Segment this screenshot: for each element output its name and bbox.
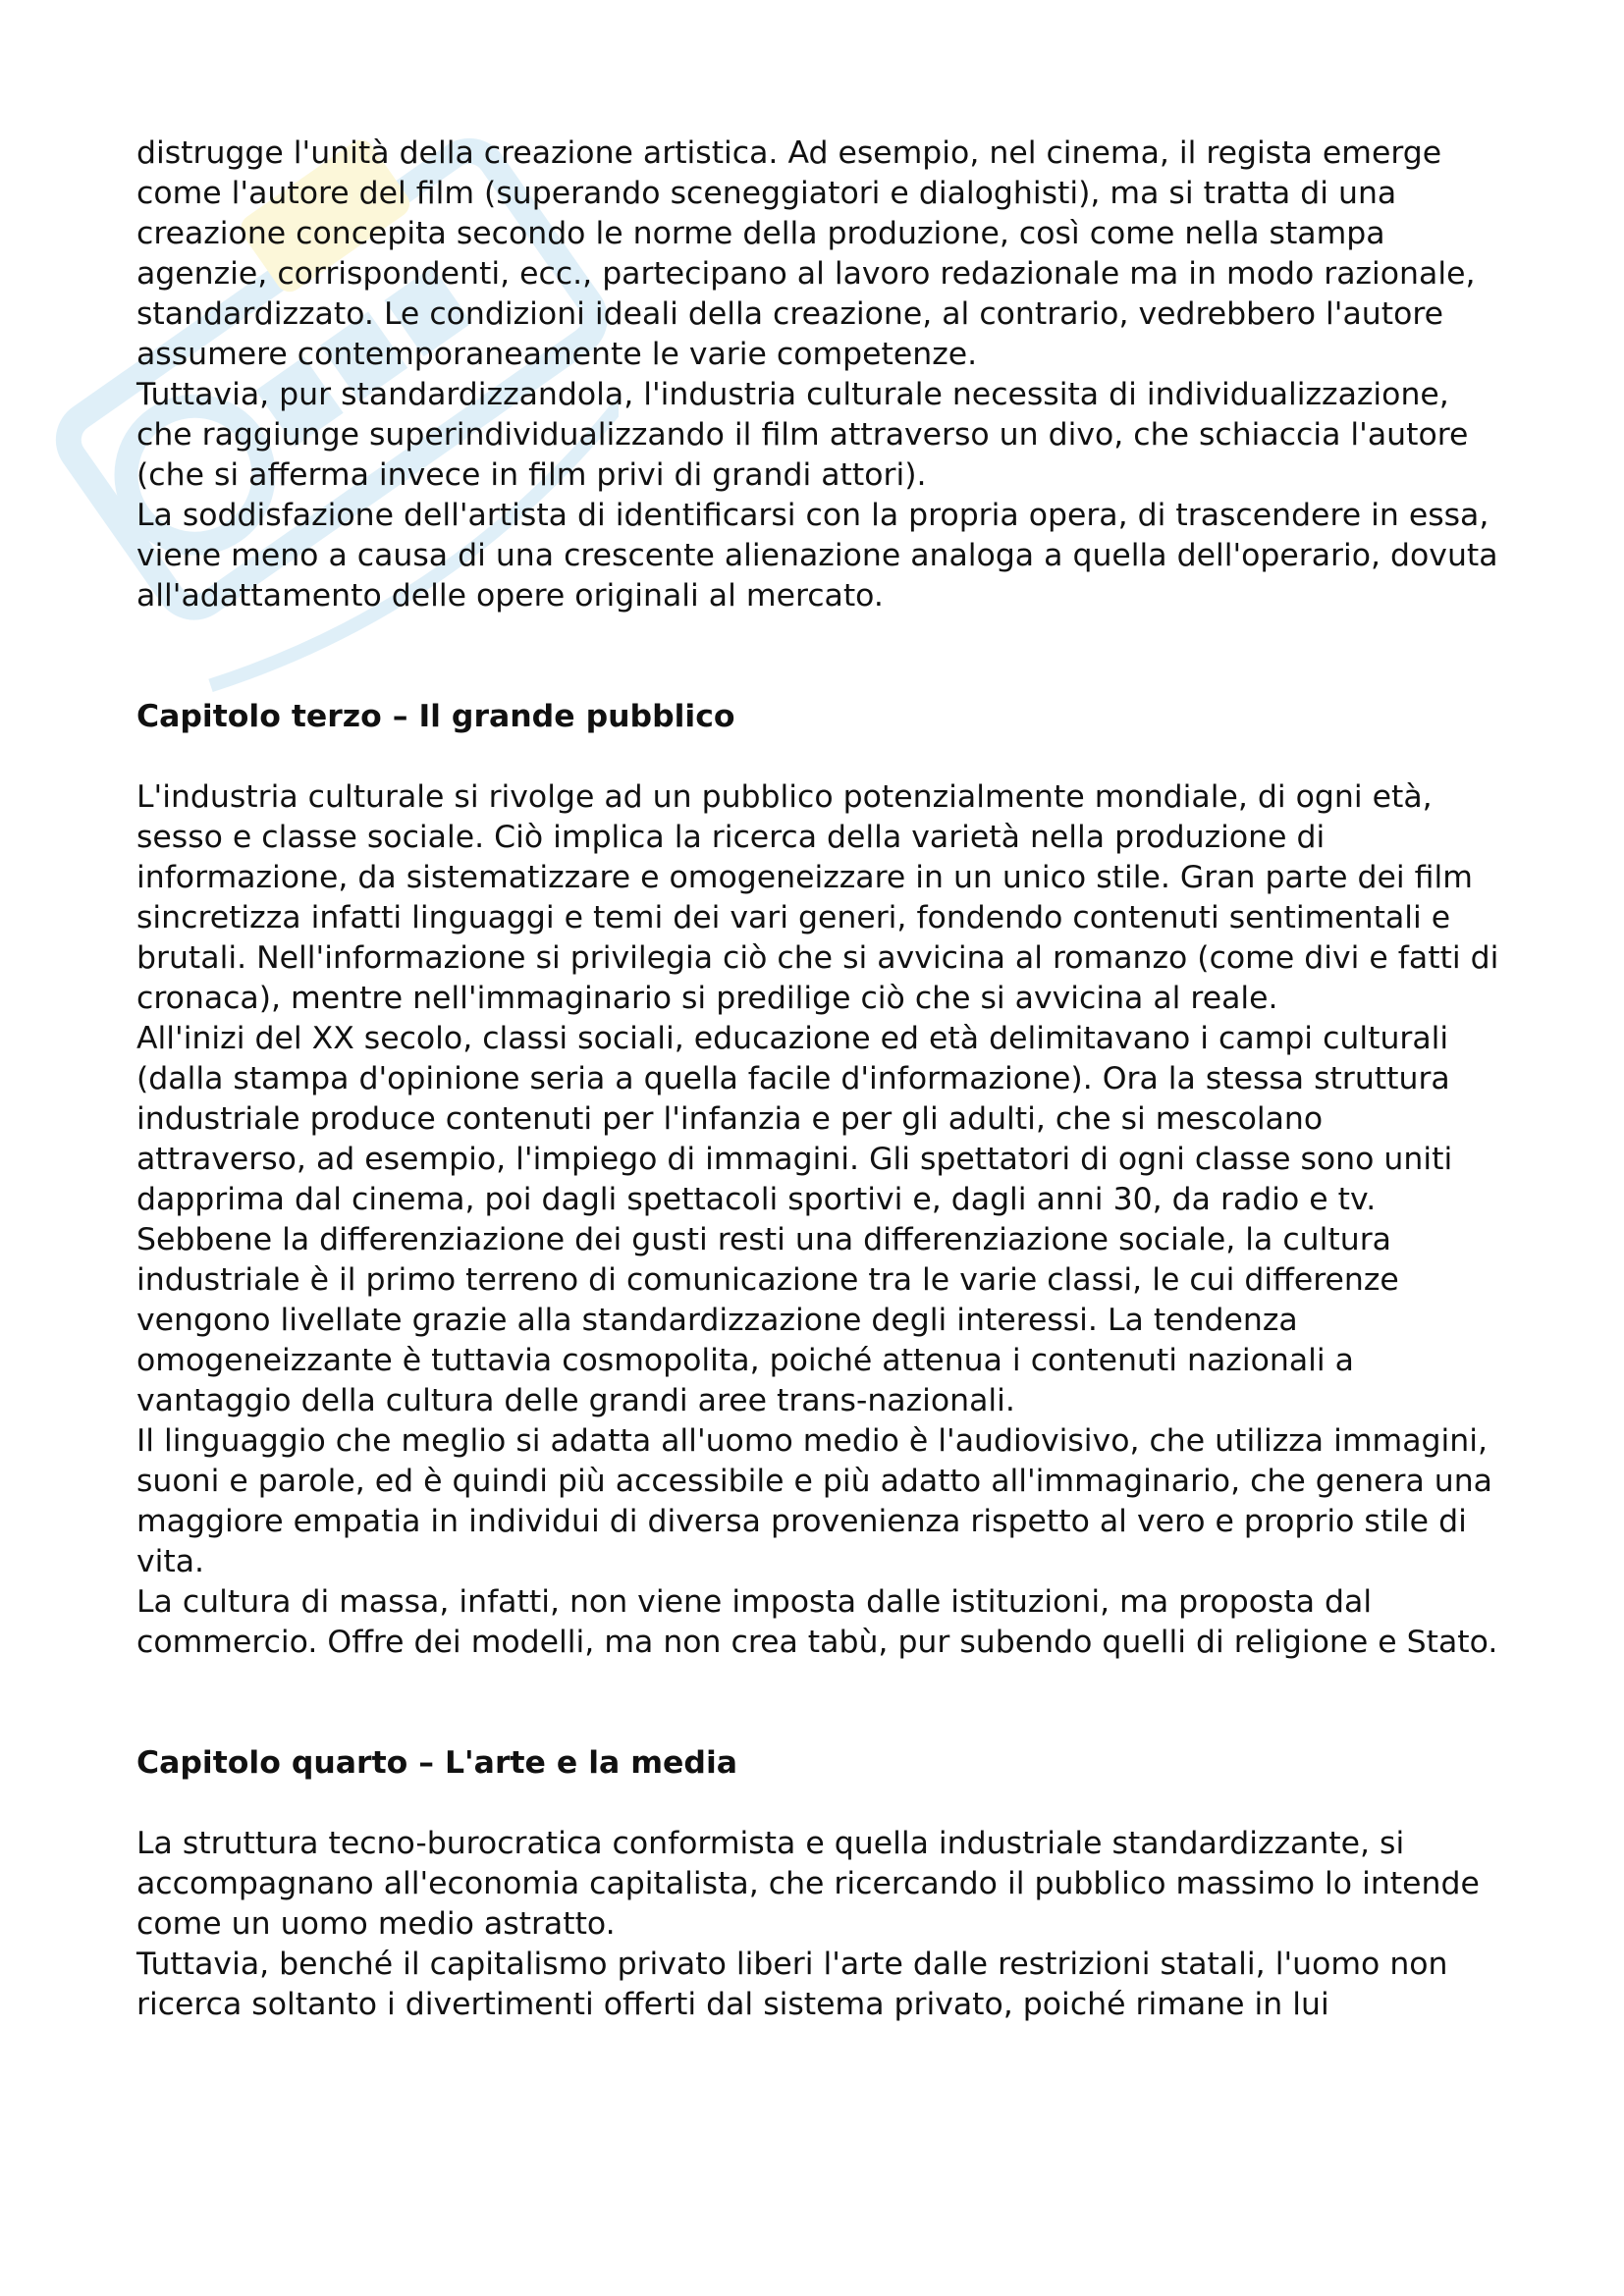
paragraph: All'inizi del XX secolo, classi sociali, educazione ed età delimitavano i campi culturali (dalla stampa d'opinione seria a quella facile d'informazione). Ora la stessa struttura industriale produce contenuti per l'infanzia e per gli adulti, che si mescolano attraverso, ad esempio, l'impiego di immagini. Gli spettatori di ogni classe sono uniti dapprima dal cinema, poi dagli spettacoli sportivi e, dagli anni 30, da radio e tv. Sebbene la differenziazione dei gusti resti una differenziazione sociale, la cultura industriale è il primo terreno di comunicazione tra le varie classi, le cui differenze vengono livellate grazie alla standardizzazione degli interessi. La tendenza omogeneizzante è tuttavia cosmopolita, poiché attenua i contenuti nazionali a vantaggio della cultura delle grandi aree trans-nazionali.	[136, 1021, 1453, 1418]
paragraph: La struttura tecno-burocratica conformista e quella industriale standardizzante, si accompagnano all'economia capitalista, che ricercando il pubblico massimo lo intende come un uomo medio astratto.	[136, 1826, 1480, 1942]
intro-section	[136, 133, 1501, 616]
paragraph: Tuttavia, pur standardizzandola, l'industria culturale necessita di individualizzazione, che raggiunge superindividualizzando il film attraverso un divo, che schiaccia l'autore (che si afferma invece in film privi di grandi attori).	[136, 377, 1469, 493]
chapter-3-section	[136, 697, 1501, 1663]
paragraph: L'industria culturale si rivolge ad un pubblico potenzialmente mondiale, di ogni età, sesso e classe sociale. Ciò implica la ricerca della varietà nella produzione di informazione, da sistematizzare e omogeneizzare in un unico stile. Gran parte dei film sincretizza infatti linguaggi e temi dei vari generi, fondendo contenuti sentimentali e brutali. Nell'informazione si privilegia ciò che si avvicina al romanzo (come divi e fatti di cronaca), mentre nell'immaginario si predilige ciò che si avvicina al reale.	[136, 779, 1499, 1016]
paragraph: Il linguaggio che meglio si adatta all'uomo medio è l'audiovisivo, che utilizza immagini, suoni e parole, ed è quindi più accessibile e più adatto all'immaginario, che genera una maggiore empatia in individui di diversa provenienza rispetto al vero e proprio stile di vita.	[136, 1423, 1492, 1579]
document-body	[136, 133, 1501, 2025]
paragraph: Tuttavia, benché il capitalismo privato liberi l'arte dalle restrizioni statali, l'uomo non ricerca soltanto i divertimenti offerti dal sistema privato, poiché rimane in lui	[136, 1947, 1448, 2022]
chapter-4-section	[136, 1743, 1501, 2025]
paragraph: La soddisfazione dell'artista di identificarsi con la propria opera, di trascendere in essa, viene meno a causa di una crescente alienazione analoga a quella dell'operario, dovuta all'adattamento delle opere originali al mercato.	[136, 498, 1498, 614]
paragraph: distrugge l'unità della creazione artistica. Ad esempio, nel cinema, il regista emerge come l'autore del film (superando sceneggiatori e dialoghisti), ma si tratta di una creazione concepita secondo le norme della produzione, così come nella stampa agenzie, corrispondenti, ecc., partecipano al lavoro redazionale ma in modo razionale, standardizzato. Le condizioni ideali della creazione, al contrario, vedrebbero l'autore assumere contemporaneamente le varie competenze.	[136, 135, 1476, 372]
chapter-heading: Capitolo terzo – Il grande pubblico	[136, 699, 735, 734]
chapter-heading: Capitolo quarto – L'arte e la media	[136, 1745, 738, 1781]
paragraph: La cultura di massa, infatti, non viene imposta dalle istituzioni, ma proposta dal commercio. Offre dei modelli, ma non crea tabù, pur subendo quelli di religione e Stato.	[136, 1584, 1498, 1660]
